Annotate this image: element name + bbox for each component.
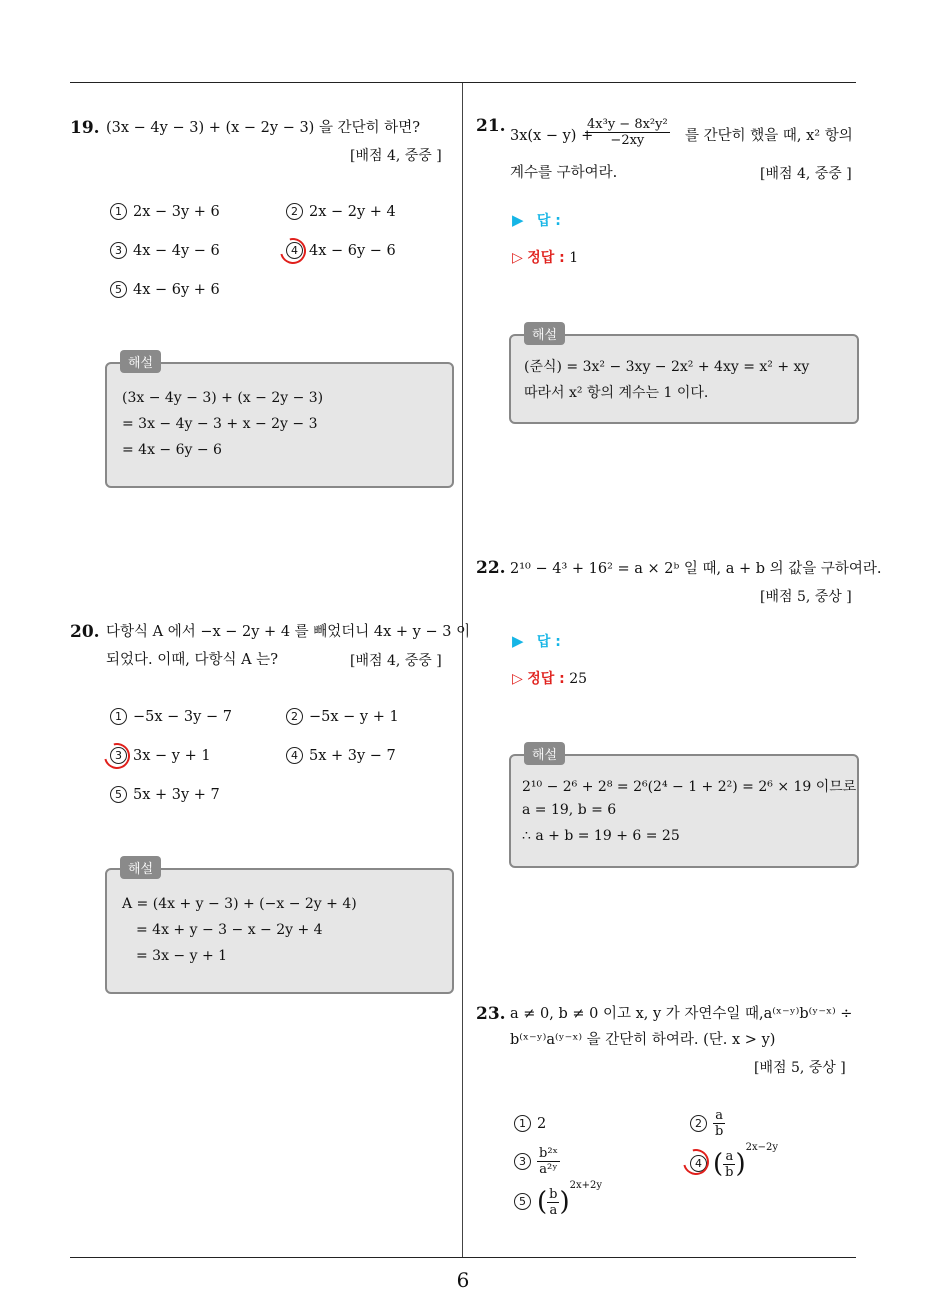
solution-tag: 해설 [120, 350, 161, 373]
score-meta: [배점 4, 중중 ] [350, 148, 442, 164]
solution-line: (3x − 4y − 3) + (x − 2y − 3) [122, 390, 324, 406]
exponent: 2x−2y [745, 1142, 779, 1153]
column-divider [462, 83, 463, 1257]
choice-text: 4x − 6y − 6 [309, 243, 396, 259]
fraction [713, 1108, 725, 1139]
top-rule [70, 82, 856, 83]
exponent: 2x+2y [569, 1180, 603, 1191]
choice-3[interactable] [514, 1146, 560, 1177]
question-number: 20. [70, 622, 100, 642]
solution-line: A = (4x + y − 3) + (−x − 2y + 4) [122, 896, 357, 912]
choice-text: 4x − 4y − 6 [133, 243, 220, 259]
solution-tag: 해설 [120, 856, 161, 879]
choice-number: 5 [110, 786, 127, 803]
question-text: a ≠ 0, b ≠ 0 이고 x, y 가 자연수일 때,a⁽ˣ⁻ʸ⁾b⁽ʸ⁻ˣ⁾ ÷ [510, 1006, 853, 1022]
question-number: 21. [476, 116, 506, 136]
solution-line: = 4x − 6y − 6 [122, 442, 222, 458]
triangle-outline-icon: ▷ [512, 250, 523, 266]
choice-number: 1 [514, 1115, 531, 1132]
triangle-icon: ▶ [512, 632, 524, 650]
fraction-denominator: −2xy [610, 133, 645, 148]
solution-line: = 3x − 4y − 3 + x − 2y − 3 [122, 416, 318, 432]
choice-text: −5x − y + 1 [309, 709, 399, 725]
fraction [547, 1187, 559, 1218]
choice-number: 4 [286, 242, 303, 259]
choice-number: 4 [286, 747, 303, 764]
choice-5[interactable] [110, 281, 220, 298]
question-number: 22. [476, 558, 506, 578]
fraction-numerator: b [549, 1186, 558, 1202]
choice-text: 2 [537, 1116, 547, 1132]
score-meta: [배점 5, 중상 ] [754, 1060, 846, 1076]
fraction-numerator: b²ˣ [539, 1146, 559, 1161]
answer-label: 답 : [536, 213, 561, 229]
left-paren: ( [713, 1149, 724, 1179]
choice-1[interactable] [110, 203, 220, 220]
correct-answer [512, 247, 578, 267]
choice-number: 3 [514, 1153, 531, 1170]
fraction [585, 117, 670, 148]
choice-number: 3 [110, 747, 127, 764]
solution-tag: 해설 [524, 742, 565, 765]
correct-value: 25 [569, 671, 588, 687]
solution-line: = 3x − y + 1 [136, 948, 228, 964]
correct-answer [512, 668, 587, 688]
fraction-denominator: a²ʸ [539, 1162, 558, 1177]
question-text: 3x(x − y) + [510, 128, 594, 144]
solution-line: 2¹⁰ − 2⁶ + 2⁸ = 2⁶(2⁴ − 1 + 2²) = 2⁶ × 19 이므로 [522, 779, 857, 795]
solution-line: 따라서 x² 항의 계수는 1 이다. [524, 385, 709, 401]
question-text: 를 간단히 했을 때, x² 항의 [685, 128, 853, 144]
question-text: (3x − 4y − 3) + (x − 2y − 3) 을 간단히 하면? [106, 120, 420, 136]
choice-2[interactable] [690, 1108, 725, 1139]
question-text: 다항식 A 에서 −x − 2y + 4 를 빼었더니 4x + y − 3 이 [106, 624, 471, 640]
score-meta: [배점 4, 중중 ] [350, 653, 442, 669]
choice-number: 2 [286, 203, 303, 220]
choice-number: 5 [514, 1193, 531, 1210]
choice-text: 5x + 3y − 7 [309, 748, 396, 764]
fraction-denominator: b [725, 1164, 734, 1180]
question-text: 계수를 구하여라. [510, 165, 618, 181]
triangle-icon: ▶ [512, 211, 524, 229]
question-number: 23. [476, 1004, 506, 1024]
triangle-outline-icon: ▷ [512, 671, 523, 687]
solution-line: (준식) = 3x² − 3xy − 2x² + 4xy = x² + xy [524, 359, 810, 375]
choice-text: 2x − 3y + 6 [133, 204, 220, 220]
choice-number: 2 [690, 1115, 707, 1132]
choice-text: 5x + 3y + 7 [133, 787, 220, 803]
choice-text: −5x − 3y − 7 [133, 709, 232, 725]
choice-number: 1 [110, 203, 127, 220]
choice-number: 4 [690, 1155, 707, 1172]
answer-field[interactable] [512, 210, 561, 230]
correct-label: 정답 : [527, 250, 565, 266]
right-paren: ) [559, 1187, 570, 1217]
question-text: 되었다. 이때, 다항식 A 는? [106, 652, 278, 668]
correct-value: 1 [569, 250, 579, 266]
question-text: 2¹⁰ − 4³ + 16² = a × 2ᵇ 일 때, a + b 의 값을 구하여라. [510, 561, 882, 577]
choice-5[interactable] [110, 786, 220, 803]
choice-number: 5 [110, 281, 127, 298]
fraction-numerator: a [713, 1108, 725, 1124]
fraction-numerator: a [723, 1149, 735, 1165]
choice-2[interactable] [286, 708, 399, 725]
choice-text: 2x − 2y + 4 [309, 204, 396, 220]
fraction-numerator: 4x³y − 8x²y² [587, 117, 668, 132]
choice-number: 1 [110, 708, 127, 725]
score-meta: [배점 5, 중상 ] [760, 589, 852, 605]
answer-label: 답 : [536, 634, 561, 650]
choice-number: 2 [286, 708, 303, 725]
choice-number: 3 [110, 242, 127, 259]
question-text: b⁽ˣ⁻ʸ⁾a⁽ʸ⁻ˣ⁾ 을 간단히 하여라. (단. x > y) [510, 1032, 776, 1048]
solution-box [509, 334, 859, 424]
fraction [723, 1149, 735, 1180]
fraction-denominator: a [549, 1202, 558, 1218]
choice-2[interactable] [286, 203, 396, 220]
solution-tag: 해설 [524, 322, 565, 345]
choice-3[interactable] [110, 242, 220, 259]
page-number: 6 [456, 1268, 470, 1292]
fraction-denominator: b [715, 1124, 724, 1139]
answer-mark-circle [275, 233, 311, 269]
solution-line: a = 19, b = 6 [522, 802, 617, 818]
choice-4[interactable] [286, 747, 396, 764]
question-number: 19. [70, 118, 100, 138]
choice-5[interactable] [514, 1180, 602, 1218]
answer-mark-circle [99, 738, 135, 774]
solution-line: = 4x + y − 3 − x − 2y + 4 [136, 922, 323, 938]
choice-1[interactable] [110, 708, 232, 725]
right-paren: ) [735, 1149, 746, 1179]
fraction [537, 1146, 560, 1177]
score-meta: [배점 4, 중중 ] [760, 166, 852, 182]
choice-text: 4x − 6y + 6 [133, 282, 220, 298]
solution-line: ∴ a + b = 19 + 6 = 25 [522, 828, 680, 844]
correct-label: 정답 : [527, 671, 565, 687]
choice-text: 3x − y + 1 [133, 748, 211, 764]
answer-field[interactable] [512, 631, 561, 651]
bottom-rule [70, 1257, 856, 1258]
choice-1[interactable] [514, 1115, 546, 1132]
left-paren: ( [537, 1187, 548, 1217]
